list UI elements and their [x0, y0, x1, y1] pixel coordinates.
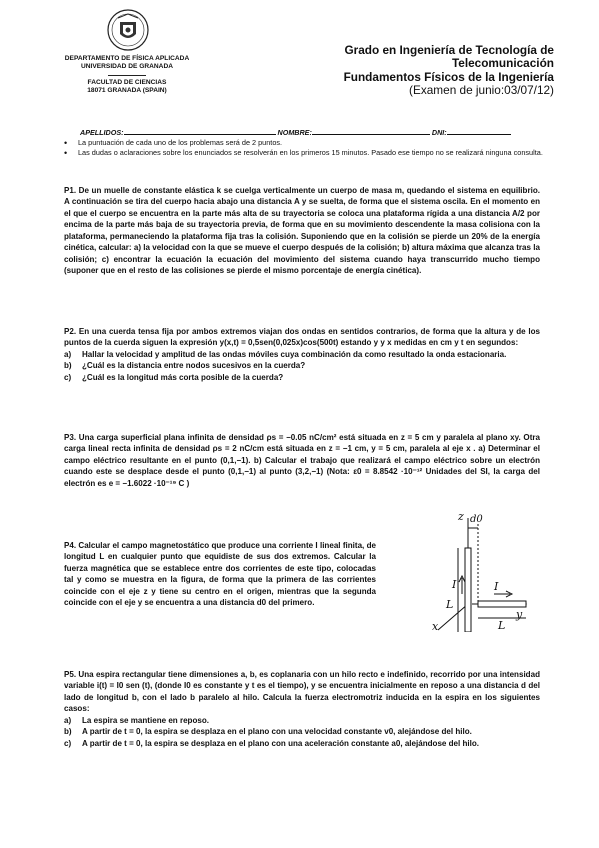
problem-label: P1. — [64, 186, 77, 195]
course-line-2: Telecomunicación — [451, 56, 554, 71]
university-seal-logo — [106, 8, 150, 52]
problem-text: Una espira rectangular tiene dimensiones a, b, es coplanaria con un hilo recto e indefinido, recorrido por una intensidad variable i(t) = I0 sen (t), (donde I0 es constante y t es el tiempo), y se encuentra inicialmente en reposo a una distancia d del lado de longitud b, con el lado b paralelo al hilo. Calcula la fuerza electromotriz inducida en la espira en los siguientes casos: — [64, 670, 540, 714]
university-name: UNIVERSIDAD DE GRANADA — [81, 63, 173, 71]
problem-text: Una carga superficial plana infinita de densidad ρs = −0.05 nC/cm² está situada en z = 5 cm y paralela al plano xy. Otra carga lineal recta infinita de densidad ρs = 2 nC/cm está situada en z = −1 cm, y = 5 cm, paralela al eje x . a) Determinar el campo eléctrico resultante en el punto (0,1,−1). b) Calcular el trabajo que realizará el campo eléctrico sobre un electrón cuando este se desplace desde el punto (0,1,−1) al punto (3,2,−1) (Nota: ε0 = 8.8542 ·10⁻¹² Unidades del SI, la carga del electrón es e = −1.6022 ·10⁻¹⁹ C ) — [64, 433, 540, 488]
item-text: ¿Cuál es la distancia entre nodos sucesivos en la cuerda? — [82, 361, 306, 371]
student-info-line — [80, 127, 511, 137]
course-title-block — [306, 44, 554, 98]
x-label: x — [432, 620, 439, 632]
horizontal-wire — [478, 601, 526, 607]
item-label: c) — [64, 372, 72, 382]
apellidos-field[interactable] — [124, 127, 276, 135]
problem-text: Calcular el campo magnetostático que produce una corriente I lineal finita, de longitud L en cualquier punto que equidiste de sus dos extremos. Calcular la fuerza magnética que se establece entre dos corrientes de este tipo, colocadas tal y como se muestra en la figura, de forma que la primera de las corrientes coincide con el eje z y tiene su centro en el origen, mientras que la segunda coincide con el eje y se encuentra a una distancia d0 del primero. — [64, 541, 376, 608]
y-label: y — [516, 608, 523, 621]
currents-diagram — [398, 508, 530, 632]
instruction-item: • Las dudas o aclaraciones sobre los enunciados se resolverán en los primeros 15 minutos. Pasado ese tiempo no se realizará ninguna consulta. — [64, 148, 554, 158]
department-block — [38, 55, 216, 96]
list-item — [64, 715, 540, 726]
problem-3 — [64, 432, 540, 489]
course-line-1: Grado en Ingeniería de Tecnología de — [344, 43, 554, 57]
problem-text: En una cuerda tensa fija por ambos extremos viajan dos ondas en sentidos contrarios, de forma que la altura y de los puntos de la cuerda siguen la expresión y(x,t) = 0,5sen(0,025x)cos(500t) estando y y x medidas en cm y t en segundos: — [64, 327, 540, 348]
current-label-left: I — [452, 578, 457, 591]
course-line-3: Fundamentos Físicos de la Ingeniería — [343, 69, 554, 84]
length-label-right: L — [498, 619, 506, 632]
item-text: ¿Cuál es la longitud más corta posible de la cuerda? — [82, 372, 284, 382]
problem-2-items — [64, 349, 540, 383]
list-item — [64, 726, 540, 737]
length-label-left: L — [446, 598, 454, 611]
dni-label: DNI: — [431, 128, 447, 137]
divider — [108, 75, 146, 76]
list-item — [64, 372, 540, 383]
problem-label: P5. — [64, 670, 77, 679]
faculty-address: 18071 GRANADA (SPAIN) — [87, 87, 167, 95]
item-text: A partir de t = 0, la espira se desplaza en el plano con una velocidad constante v0, alejándose del hilo. — [82, 727, 472, 737]
current-label-right: I — [494, 580, 499, 593]
problem-5-items — [64, 715, 540, 749]
item-label: b) — [64, 727, 72, 737]
exam-date-value: 03/07/12) — [504, 83, 554, 98]
department-name: DEPARTAMENTO DE FÍSICA APLICADA — [64, 55, 190, 62]
nombre-field[interactable] — [312, 127, 430, 135]
item-label: a) — [64, 715, 72, 725]
problem-5 — [64, 669, 540, 749]
nombre-label: NOMBRE: — [277, 128, 312, 137]
item-text: A partir de t = 0, la espira se desplaza en el plano con una aceleración constante a0, alejándose del hilo. — [82, 738, 480, 748]
problem-label: P3. — [64, 433, 77, 442]
problem-4 — [64, 540, 376, 609]
problem-1 — [64, 185, 540, 277]
instruction-item: • La puntuación de cada uno de los problemas será de 2 puntos. — [64, 138, 554, 148]
instructions-list — [64, 138, 554, 158]
item-text: Hallar la velocidad y amplitud de las ondas móviles cuya combinación da como resultado la onda estacionaria. — [82, 349, 507, 359]
exam-date — [306, 84, 554, 97]
faculty-name: FACULTAD DE CIENCIAS — [87, 78, 167, 86]
list-item — [64, 360, 540, 371]
dni-field[interactable] — [447, 127, 511, 135]
problem-label: P2. — [64, 327, 77, 336]
item-label: a) — [64, 349, 72, 359]
item-text: La espira se mantiene en reposo. — [82, 715, 210, 725]
problem-text: De un muelle de constante elástica k se cuelga verticalmente un cuerpo de masa m, quedando el sistema en equilibrio. A continuación se tira del cuerpo hacia abajo una distancia A y se suelta, de forma que el sistema oscila. En el momento en el que el cuerpo se encuentra en la parte más alta de su trayectoria se coloca una plataforma rígida a una distancia A/2 por encima de la parte más baja de su trayectoria previa, de forma que en su movimiento descendente la masa colisiona con la plataforma, permaneciendo la plataforma fija tras la colisión. Suponiendo que en la colisión se pierde un 20% de la energía cinética, calcular: a) la velocidad con la que se mueve el cuerpo después de la colisión; b) altura máxima que alcanza tras la colisión; c) encontrar la ecuación la ecuación del movimiento del sistema cuando haya transcurrido mucho tiempo (suponer que en el resto de las colisiones se pierde el mismo porcentaje de energía cinética). — [64, 186, 540, 276]
z-label: z — [458, 510, 464, 523]
exam-label: (Examen de junio: — [409, 83, 505, 98]
d0-label: d0 — [470, 514, 483, 525]
item-label: c) — [64, 738, 72, 748]
item-label: b) — [64, 361, 72, 371]
apellidos-label: APELLIDOS: — [80, 128, 124, 137]
list-item — [64, 738, 540, 749]
problem-label: P4. — [64, 541, 77, 550]
problem-2 — [64, 326, 540, 383]
vertical-wire — [465, 548, 471, 632]
list-item — [64, 349, 540, 360]
